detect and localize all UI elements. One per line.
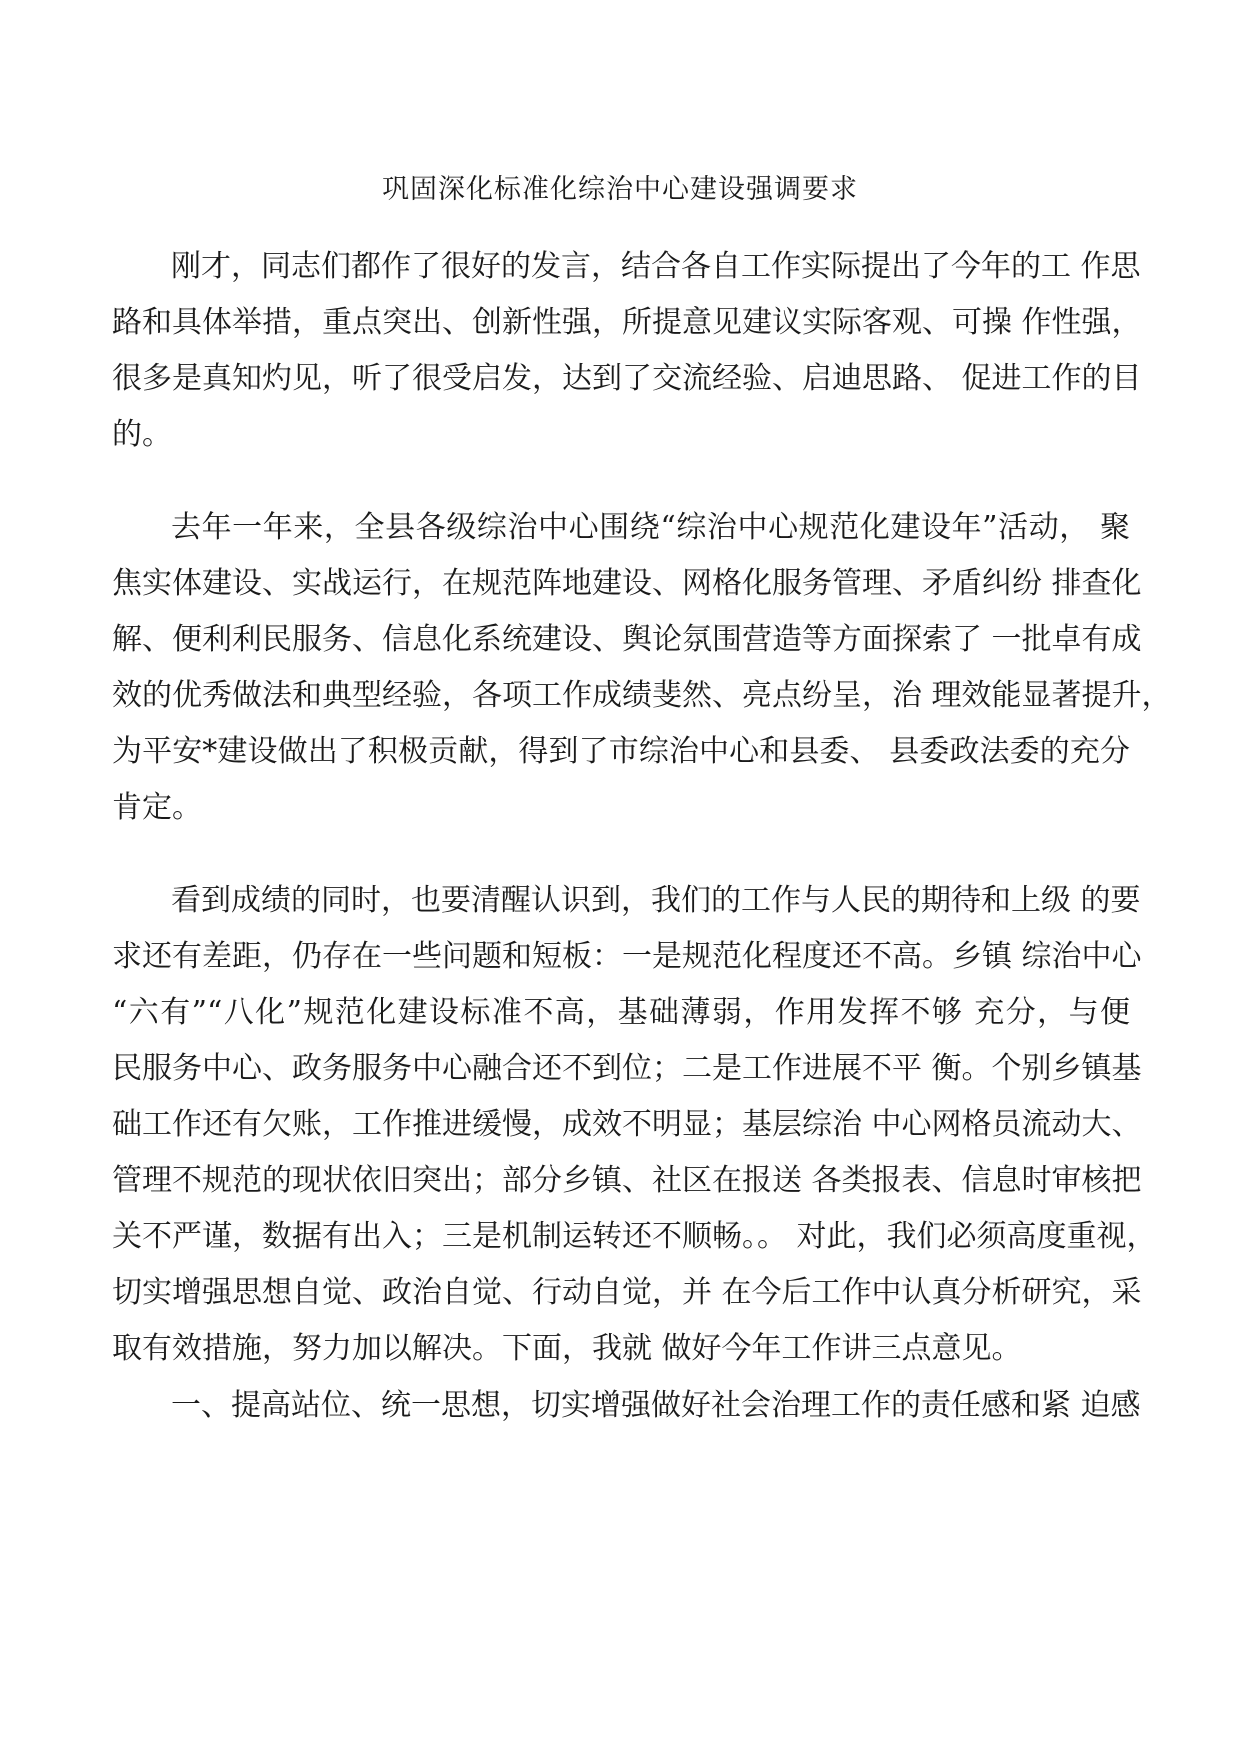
text-line: 焦实体建设、实战运行，在规范阵地建设、网格化服务管理、矛盾纠纷 排查化 [112,566,1142,601]
text-line: 很多是真知灼见，听了很受启发，达到了交流经验、启迪思路、 促进工作的目 [112,361,1142,396]
text-line: 础工作还有欠账，工作推进缓慢，成效不明显；基层综治 中心网格员流动大、 [112,1107,1142,1142]
text-line: 切实增强思想自觉、政治自觉、行动自觉，并 在今后工作中认真分析研究，采 [112,1275,1142,1310]
text-line: 效的优秀做法和典型经验，各项工作成绩斐然、亮点纷呈，治 理效能显著提升， [112,678,1172,713]
text-line: 路和具体举措，重点突出、创新性强，所提意见建议实际客观、可操 作性强， [112,305,1142,340]
text-line: “六有”“八化”规范化建设标准不高，基础薄弱，作用发挥不够 充分，与便 [112,995,1130,1030]
text-line: 取有效措施，努力加以解决。下面，我就 做好今年工作讲三点意见。 [112,1331,1022,1366]
text-line: 关不严谨，数据有出入；三是机制运转还不顺畅。。 对此，我们必须高度重视， [112,1219,1157,1254]
text-line: 的。 [112,417,172,452]
text-line: 去年一年来，全县各级综治中心围绕“综治中心规范化建设年”活动， 聚 [171,510,1130,545]
section-heading: 一、提高站位、统一思想，切实增强做好社会治理工作的责任感和紧 迫感 [171,1388,1141,1423]
text-line: 解、便利利民服务、信息化系统建设、舆论氛围营造等方面探索了 一批卓有成 [112,622,1142,657]
document-title: 巩固深化标准化综治中心建设强调要求 [382,174,858,205]
text-line: 肯定。 [112,790,202,825]
text-line: 民服务中心、政务服务中心融合还不到位；二是工作进展不平 衡。个别乡镇基 [112,1051,1142,1086]
text-line: 为平安*建设做出了积极贡献，得到了市综治中心和县委、 县委政法委的充分 [112,734,1130,769]
text-line: 管理不规范的现状依旧突出；部分乡镇、社区在报送 各类报表、信息时审核把 [112,1163,1142,1198]
text-line: 求还有差距，仍存在一些问题和短板：一是规范化程度还不高。乡镇 综治中心 [112,939,1142,974]
text-line: 看到成绩的同时，也要清醒认识到，我们的工作与人民的期待和上级 的要 [171,883,1141,918]
text-line: 刚才，同志们都作了很好的发言，结合各自工作实际提出了今年的工 作思 [171,249,1141,284]
